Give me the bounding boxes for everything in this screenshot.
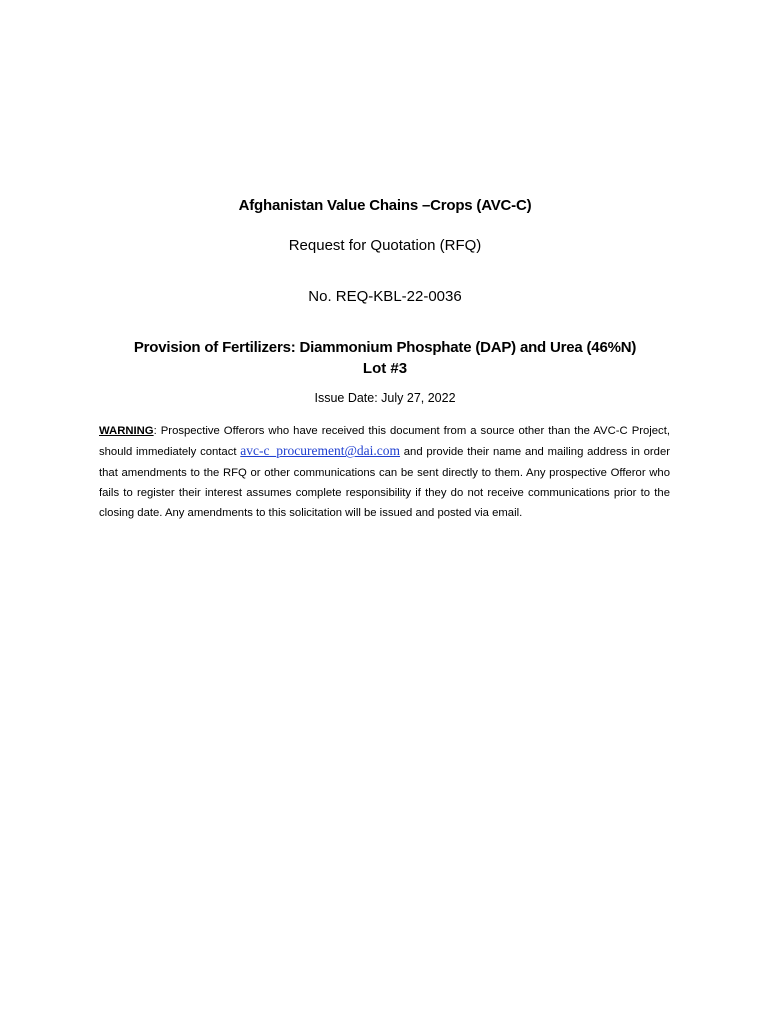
warning-text-before-email: : Prospective Offerors who have received this document from a source other than the AVC-C Project, should immediately contact bbox=[99, 425, 670, 459]
lot-number: Lot #3 bbox=[362, 360, 408, 377]
procurement-email-link[interactable]: avc-c_procurement@dai.com bbox=[240, 443, 401, 459]
document-type: Request for Quotation (RFQ) bbox=[288, 237, 482, 254]
warning-text-after-email: and provide their name and mailing address in order that amendments to the RFQ or other communications can be sent directly to them. Any prospective Offeror who fails to register their interest assumes complete responsibility if they do not receive communications prior to the closing date. Any amendments to this solicitation will be issued and posted via email. bbox=[99, 446, 671, 520]
document-number: No. REQ-KBL-22-0036 bbox=[308, 288, 462, 305]
issue-date: Issue Date: July 27, 2022 bbox=[314, 391, 456, 405]
subject-title: Provision of Fertilizers: Diammonium Phosphate (DAP) and Urea (46%N) bbox=[133, 339, 637, 356]
program-title: Afghanistan Value Chains –Crops (AVC-C) bbox=[238, 197, 532, 214]
warning-label: WARNING bbox=[99, 425, 154, 437]
warning-paragraph bbox=[99, 421, 670, 523]
